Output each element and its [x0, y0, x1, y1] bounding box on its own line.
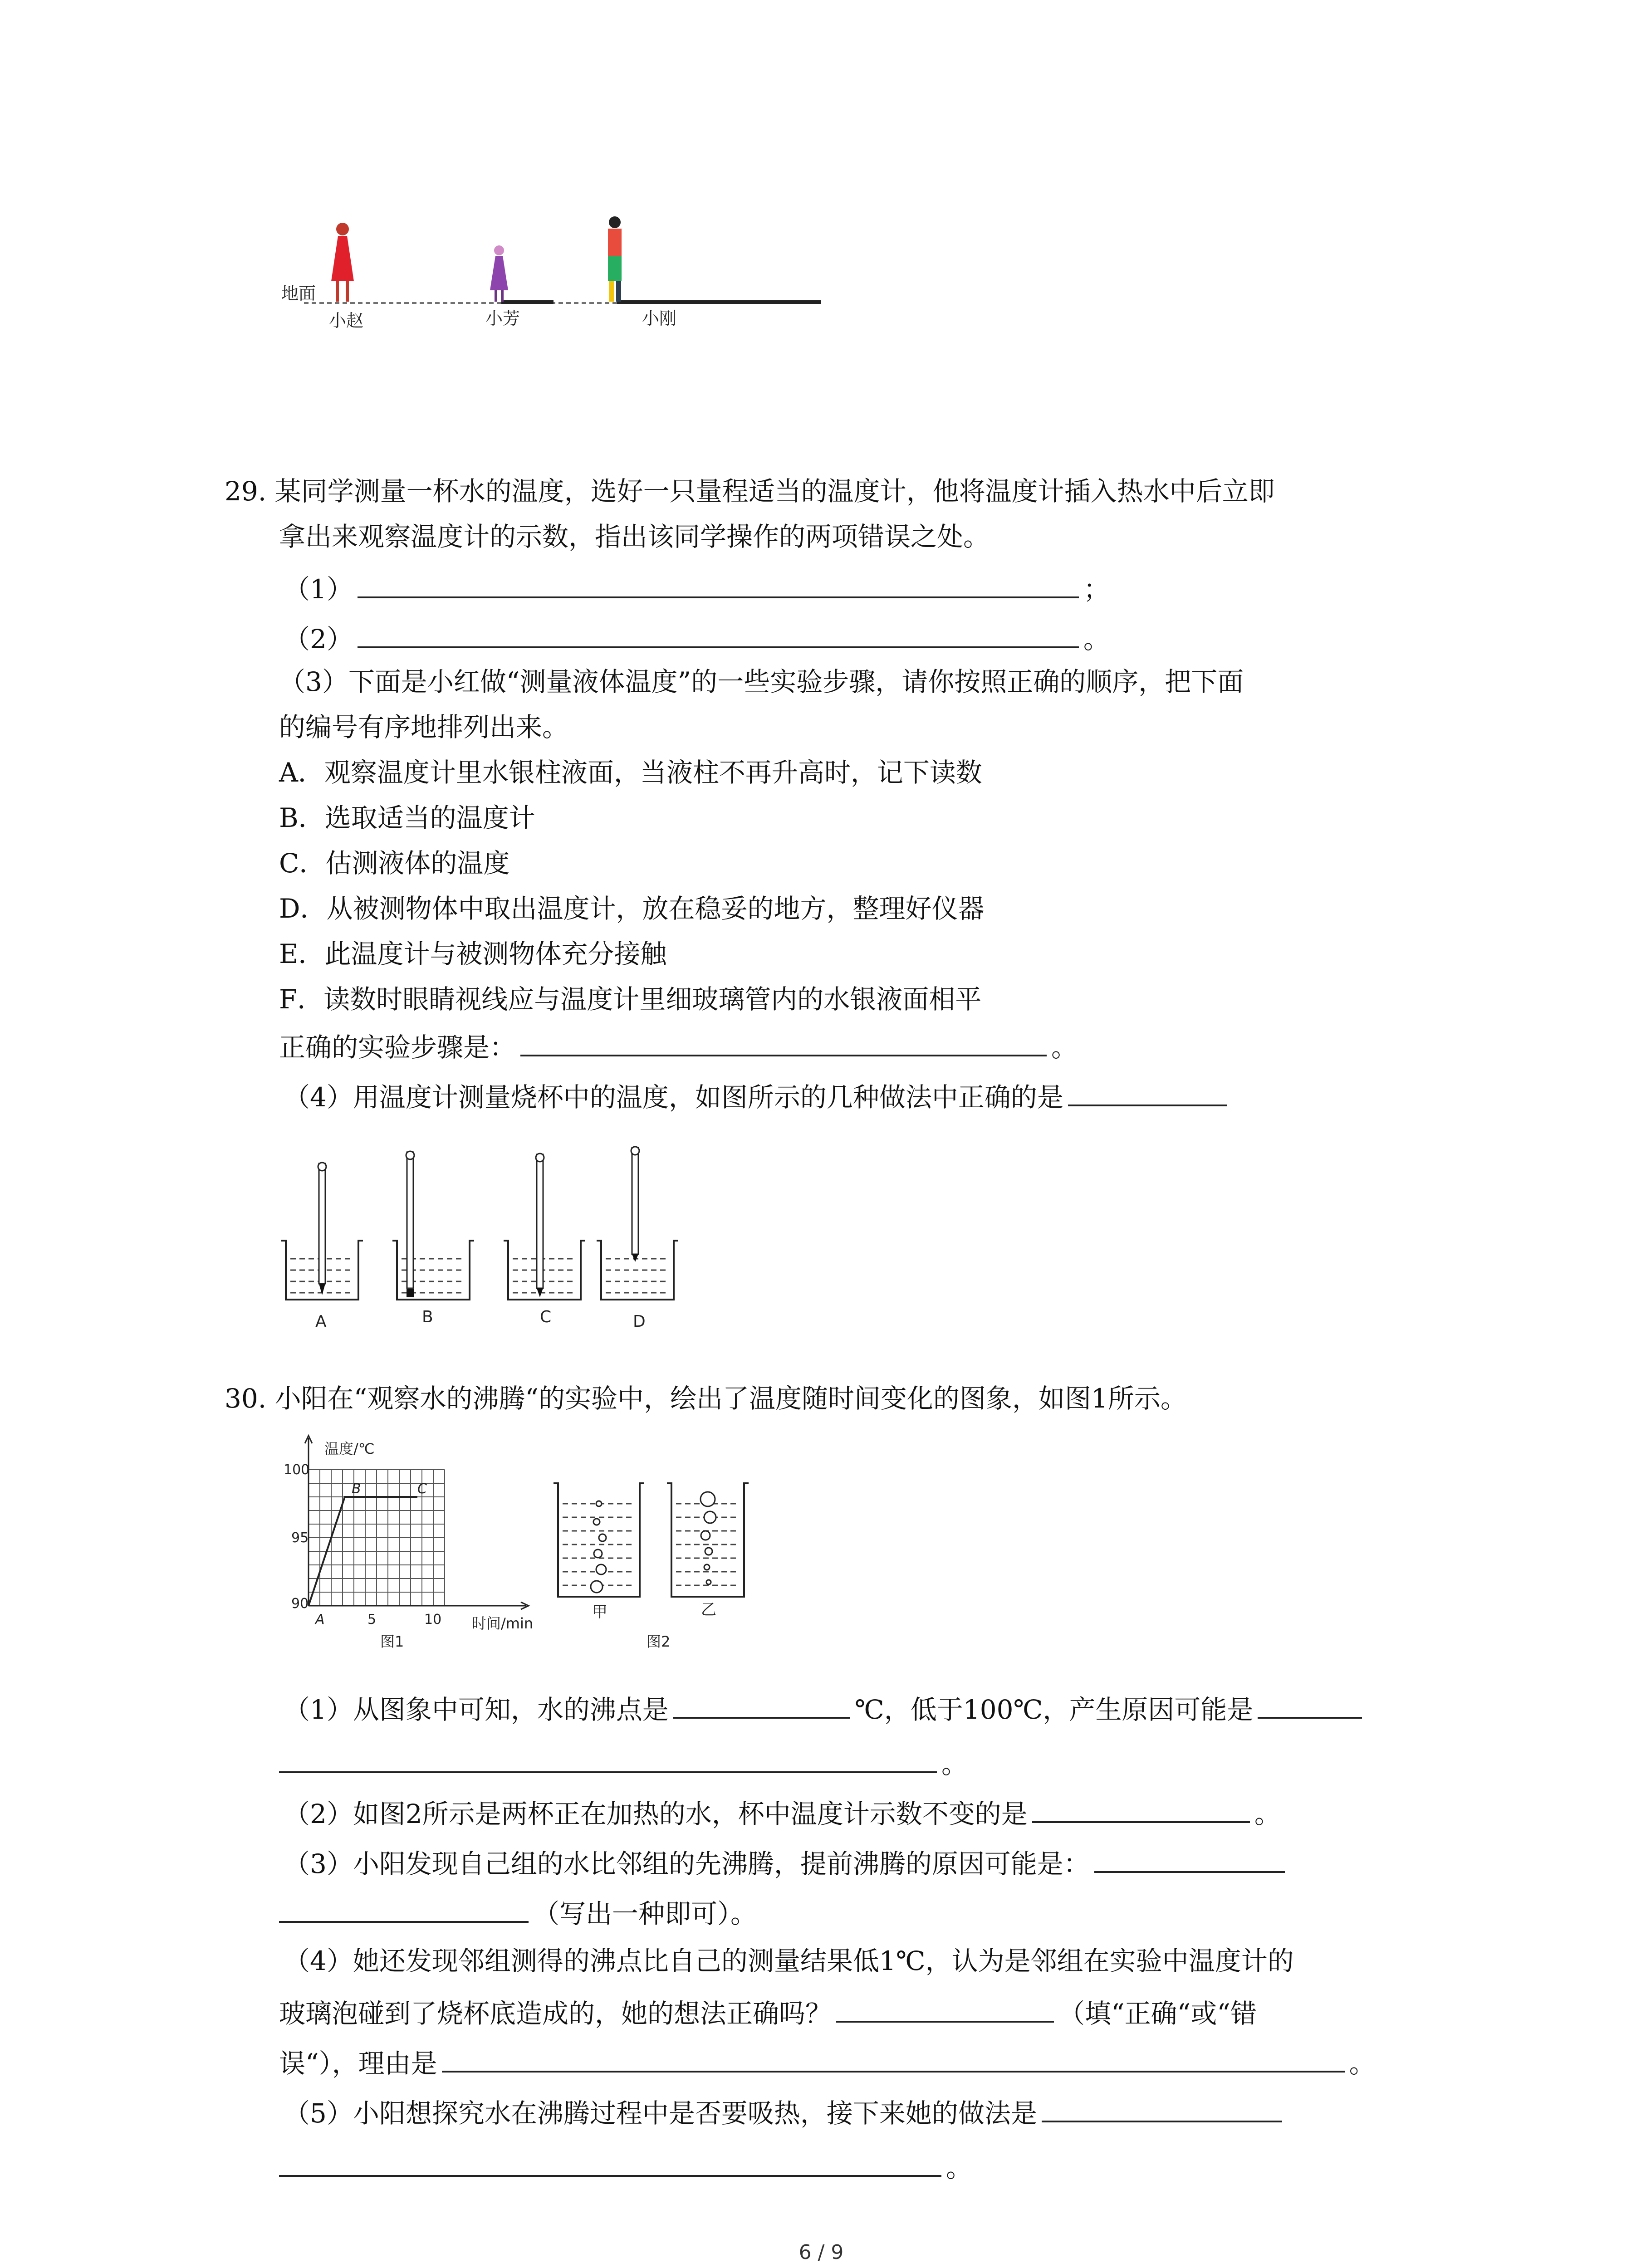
q30-s1-blank3[interactable]	[279, 1743, 937, 1773]
graph-point-b: B	[352, 1481, 361, 1497]
q29-steps-answer-label: 正确的实验步骤是：	[279, 1032, 516, 1063]
q29-sub3-line1: （3）下面是小红做“测量液体温度”的一些实验步骤，请你按照正确的顺序，把下面	[279, 666, 1244, 697]
fig1-caption: 图1	[380, 1633, 404, 1650]
q29-step-f: F．读数时眼睛视线应与温度计里细玻璃管内的水银液面相平	[279, 984, 982, 1015]
person-label-3: 小刚	[642, 308, 677, 328]
q29-step-b: B．选取适当的温度计	[279, 802, 535, 833]
q30-s3-blank2[interactable]	[279, 1893, 529, 1923]
q29-sub3-line2: 的编号有序地排列出来。	[279, 712, 569, 743]
beaker-label-b: B	[422, 1308, 433, 1326]
q29-step-a: A．观察温度计里水银柱液面，当液柱不再升高时，记下读数	[279, 757, 982, 788]
graph-xtick-10: 10	[424, 1612, 442, 1628]
q30-s2-end: 。	[1254, 1799, 1281, 1829]
q30-s4-line1: （4）她还发现邻组测得的沸点比自己的测量结果低1℃，认为是邻组在实验中温度计的	[284, 1945, 1294, 1976]
q30-s4-line2a: 玻璃泡碰到了烧杯底造成的，她的想法正确吗？	[279, 1998, 832, 2029]
q30-s4-line3a: 误“），理由是	[279, 2048, 437, 2079]
q29-step-d: D．从被测物体中取出温度计，放在稳妥的地方，整理好仪器	[279, 893, 985, 924]
q30-s3-cont	[279, 1893, 757, 1932]
q29-sub2-end: 。	[1083, 624, 1110, 655]
q30-s5-text: （5）小阳想探究水在沸腾过程中是否要吸热，接下来她的做法是	[284, 2098, 1037, 2129]
q29-sub2-label: （2）	[284, 624, 353, 655]
graph-ytick-95: 95	[291, 1530, 309, 1546]
q30-s4-end: 。	[1349, 2048, 1376, 2079]
q30-stem: 30. 小阳在“观察水的沸腾“的实验中，绘出了温度随时间变化的图象，如图1所示。	[225, 1383, 1187, 1414]
fig2-caption: 图2	[647, 1633, 671, 1650]
fig2-label-jia: 甲	[592, 1603, 607, 1621]
graph-point-c: C	[417, 1481, 427, 1497]
q30-s3-blank1[interactable]	[1094, 1843, 1285, 1873]
fig1-graph	[281, 1433, 554, 1651]
fig1-graph-drawing	[281, 1433, 554, 1651]
beaker-label-a: A	[315, 1312, 327, 1331]
beaker-label-d: D	[633, 1312, 646, 1331]
beakers-figure	[272, 1143, 703, 1334]
graph-xlabel: 时间/min	[472, 1615, 534, 1632]
person-label-2: 小芳	[485, 308, 520, 328]
q30-s2-blank[interactable]	[1032, 1793, 1250, 1823]
q30-s4-line2b: （填“正确“或“错	[1058, 1998, 1257, 2029]
q30-s5-cont	[279, 2147, 972, 2186]
q29-sub1-blank[interactable]	[358, 568, 1079, 598]
fig2-label-yi: 乙	[701, 1601, 716, 1619]
q29-sub2-blank[interactable]	[358, 618, 1079, 648]
fig2-beakers	[544, 1479, 771, 1651]
person-label-1: 小赵	[329, 311, 364, 331]
q30-s4-line3	[279, 2043, 1376, 2082]
q30-s1-b: ℃，低于100℃，产生原因可能是	[854, 1694, 1254, 1725]
q30-s4-blank1[interactable]	[836, 1993, 1054, 2023]
q29-sub1-end: ；	[1083, 574, 1110, 605]
q30-s1-a: （1）从图象中可知，水的沸点是	[284, 1694, 669, 1725]
q30-s1-blank1[interactable]	[673, 1689, 850, 1719]
q30-s4-line2	[279, 1993, 1257, 2032]
q29-sub2	[284, 618, 1110, 657]
q30-s5-blank2[interactable]	[279, 2147, 941, 2177]
q30-s4-blank2[interactable]	[442, 2043, 1345, 2072]
q29-sub4-blank[interactable]	[1068, 1076, 1227, 1106]
q29-steps-answer-blank[interactable]	[520, 1026, 1047, 1056]
q30-s3	[284, 1843, 1289, 1882]
graph-ytick-100: 100	[284, 1462, 310, 1478]
graph-ylabel: 温度/℃	[324, 1440, 375, 1457]
graph-xtick-5: 5	[367, 1612, 377, 1628]
q29-sub4	[284, 1076, 1231, 1115]
graph-point-a: A	[315, 1612, 325, 1628]
q30-s1-end: 。	[941, 1749, 968, 1779]
q29-steps-answer	[279, 1026, 1078, 1066]
q30-s5-end: 。	[946, 2152, 973, 2183]
q29-steps-answer-end: 。	[1051, 1032, 1078, 1063]
beaker-label-c: C	[540, 1308, 552, 1326]
q29-sub1	[284, 568, 1110, 607]
fig2-drawing	[544, 1479, 771, 1651]
shadow-figure-drawing	[272, 213, 830, 345]
q30-s5-blank1[interactable]	[1042, 2092, 1282, 2122]
q30-s3-end: （写出一种即可）。	[533, 1898, 757, 1929]
q30-s1-cont	[279, 1743, 968, 1782]
q29-step-e: E．此温度计与被测物体充分接触	[279, 938, 667, 969]
q30-s2-text: （2）如图2所示是两杯正在加热的水，杯中温度计示数不变的是	[284, 1799, 1028, 1829]
ground-label: 地面	[281, 284, 316, 303]
q29-stem-line2: 拿出来观察温度计的示数，指出该同学操作的两项错误之处。	[279, 521, 990, 552]
q30-s1	[284, 1689, 1367, 1728]
q30-s3-text: （3）小阳发现自己组的水比邻组的先沸腾，提前沸腾的原因可能是：	[284, 1848, 1090, 1879]
shadow-figure	[272, 213, 830, 345]
q29-sub1-label: （1）	[284, 574, 353, 605]
q29-stem-line1: 29. 某同学测量一杯水的温度，选好一只量程适当的温度计，他将温度计插入热水中后立即	[225, 476, 1275, 507]
graph-ytick-90: 90	[291, 1596, 309, 1612]
q29-step-c: C．估测液体的温度	[279, 848, 510, 879]
q30-s1-blank2[interactable]	[1258, 1689, 1362, 1719]
q30-s2	[284, 1793, 1281, 1832]
q29-sub4-text: （4）用温度计测量烧杯中的温度，如图所示的几种做法中正确的是	[284, 1082, 1063, 1113]
page-number: 6 / 9	[798, 2241, 844, 2264]
q30-s5	[284, 2092, 1287, 2131]
beakers-drawing	[272, 1143, 703, 1334]
